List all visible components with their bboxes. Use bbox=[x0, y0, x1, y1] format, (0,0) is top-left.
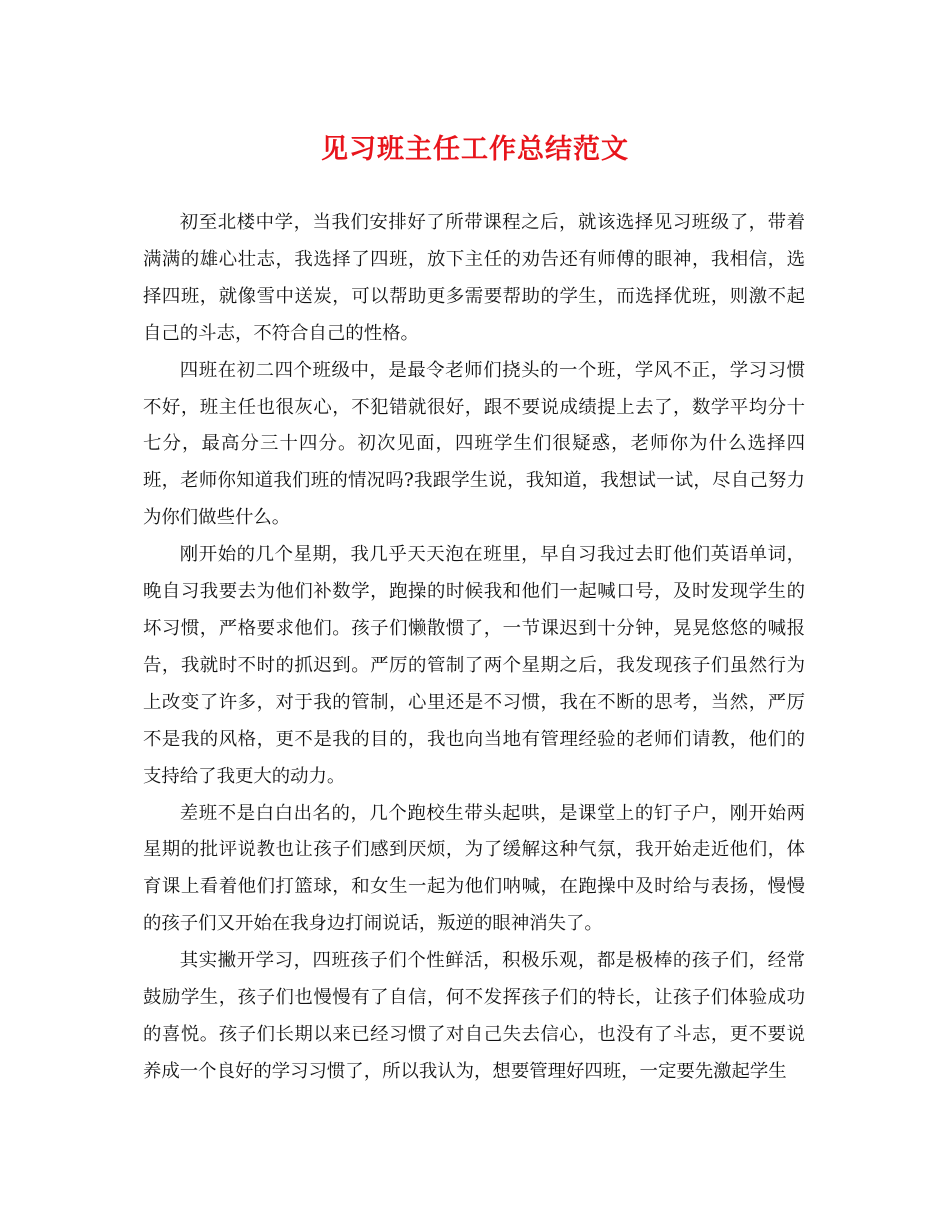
paragraph-5: 其实撇开学习，四班孩子们个性鲜活，积极乐观，都是极棒的孩子们，经常鼓励学生，孩子们也慢慢有了自信，何不发挥孩子们的特长，让孩子们体验成功的喜悦。孩子们长期以来已经习惯了对自己失去信心，也没有了斗志，更不要说养成一个良好的学习习惯了，所以我认为，想要管理好四班，一定要先激起学生 bbox=[143, 950, 805, 1082]
paragraph-3: 刚开始的几个星期，我几乎天天泡在班里，早自习我过去盯他们英语单词，晚自习我要去为他们补数学，跑操的时候我和他们一起喊口号，及时发现学生的坏习惯，严格要求他们。孩子们懒散惯了，一节课迟到十分钟，晃晃悠悠的喊报告，我就时不时的抓迟到。严厉的管制了两个星期之后，我发现孩子们虽然行为上改变了许多，对于我的管制，心里还是不习惯，我在不断的思考，当然，严厉不是我的风格，更不是我的目的，我也向当地有管理经验的老师们请教，他们的支持给了我更大的动力。 bbox=[143, 544, 805, 787]
paragraph-2: 四班在初二四个班级中，是最令老师们挠头的一个班，学风不正，学习习惯不好，班主任也很灰心，不犯错就很好，跟不要说成绩提上去了，数学平均分十七分，最高分三十四分。初次见面，四班学生们很疑惑，老师你为什么选择四班，老师你知道我们班的情况吗?我跟学生说，我知道，我想试一试，尽自己努力为你们做些什么。 bbox=[143, 359, 805, 529]
paragraph-1: 初至北楼中学，当我们安排好了所带课程之后，就该选择见习班级了，带着满满的雄心壮志，我选择了四班，放下主任的劝告还有师傅的眼神，我相信，选择四班，就像雪中送炭，可以帮助更多需要帮助的学生，而选择优班，则激不起自己的斗志，不符合自己的性格。 bbox=[143, 212, 805, 344]
document-title: 见习班主任工作总结范文 bbox=[321, 134, 629, 165]
document-body bbox=[143, 205, 805, 1091]
paragraph-4: 差班不是白白出名的，几个跑校生带头起哄，是课堂上的钉子户，刚开始两星期的批评说教也让孩子们感到厌烦，为了缓解这种气氛，我开始走近他们，体育课上看着他们打篮球，和女生一起为他们呐喊，在跑操中及时给与表扬，慢慢的孩子们又开始在我身边打闹说话，叛逆的眼神消失了。 bbox=[143, 802, 805, 935]
